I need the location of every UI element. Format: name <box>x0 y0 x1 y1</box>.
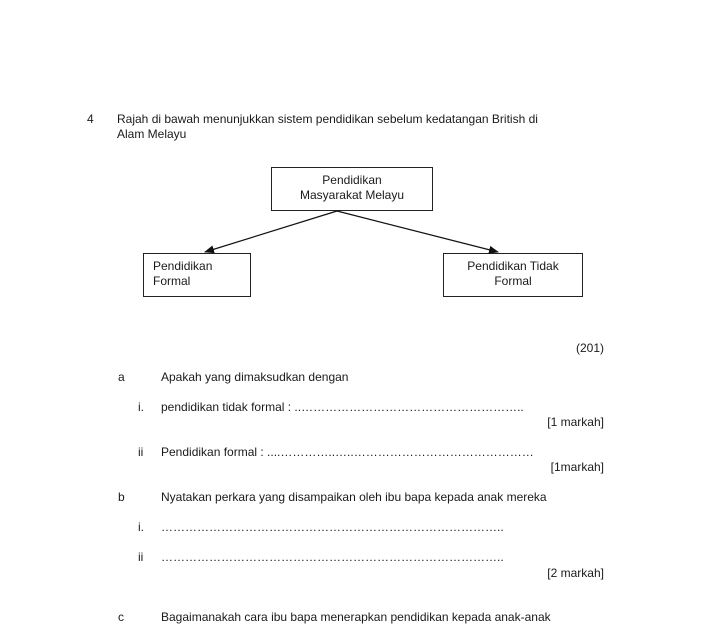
part-a-ii-marks: [1markah] <box>550 460 604 474</box>
diagram-box-top-line2: Masyarakat Melayu <box>299 188 405 202</box>
arrow-to-non-formal <box>337 211 498 252</box>
arrow-to-formal <box>205 211 337 252</box>
part-b-i-label: i. <box>138 520 144 534</box>
part-b-ii-answer-line: ………………………………………………………………………….. <box>161 550 504 564</box>
part-b-marks: [2 markah] <box>547 566 604 580</box>
diagram-box-left-line1: Pendidikan <box>153 259 213 273</box>
part-a-ii-answer-line: Pendidikan formal : ....…………..…..……………………………………… <box>161 445 534 459</box>
part-b-i-answer-line: ………………………………………………………………………….. <box>161 520 504 534</box>
part-a-ii-label: ii <box>138 445 144 459</box>
diagram-box-right-line2: Formal <box>494 274 532 288</box>
question-stem-line2: Alam Melayu <box>117 127 187 141</box>
part-a-label: a <box>118 370 125 384</box>
part-b-label: b <box>118 490 125 504</box>
part-a-i-label: i. <box>138 400 144 414</box>
diagram-box-right-line1: Pendidikan Tidak <box>467 259 559 273</box>
question-number: 4 <box>87 112 94 126</box>
part-b-prompt: Nyatakan perkara yang disampaikan oleh ibu bapa kepada anak mereka <box>161 490 547 504</box>
question-stem-line1: Rajah di bawah menunjukkan sistem pendidikan sebelum kedatangan British di <box>117 112 538 126</box>
part-c-prompt: Bagaimanakah cara ibu bapa menerapkan pendidikan kepada anak-anak <box>161 610 551 624</box>
diagram-box-top-line1: Pendidikan <box>322 173 382 187</box>
part-c-label: c <box>118 610 124 624</box>
part-a-prompt: Apakah yang dimaksudkan dengan <box>161 370 349 384</box>
reference-code: (201) <box>575 341 604 355</box>
part-b-ii-label: ii <box>138 550 144 564</box>
part-a-i-marks: [1 markah] <box>547 415 604 429</box>
diagram-box-left-line2: Formal <box>153 274 191 288</box>
part-a-i-answer-line: pendidikan tidak formal : ..……………………………………………….. <box>161 400 524 414</box>
